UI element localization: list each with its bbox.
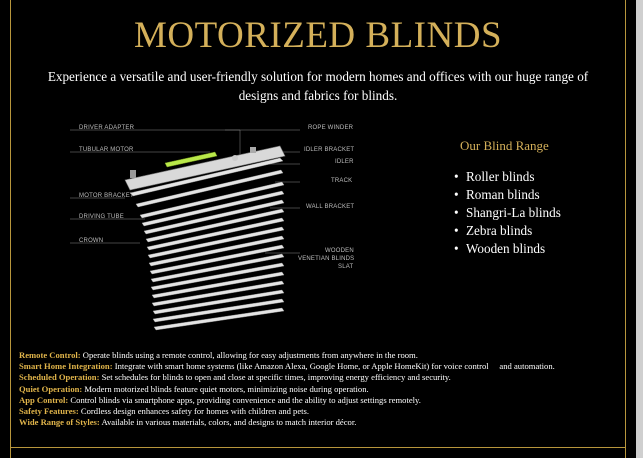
label-rope-winder: ROPE WINDER xyxy=(308,125,354,131)
headrail xyxy=(125,146,285,190)
label-venetian-blinds: VENETIAN BLINDS xyxy=(298,256,355,262)
list-item: • Shangri-La blinds xyxy=(454,205,561,220)
label-crown: CROWN xyxy=(79,238,104,244)
feature-scheduled-operation: Scheduled Operation: Set schedules for blinds to open and close at specific times, improving energy efficiency and security. xyxy=(19,372,451,383)
label-slat: SLAT xyxy=(338,264,354,270)
feature-safety: Safety Features: Cordless design enhances safety for homes with children and pets. xyxy=(19,406,310,417)
features-list xyxy=(19,350,629,428)
list-item: • Wooden blinds xyxy=(454,241,546,256)
page-subtitle: Experience a versatile and user-friendly solution for modern homes and offices with our huge range of designs and fabrics for blinds. xyxy=(47,69,589,103)
list-item: • Roman blinds xyxy=(454,187,540,202)
label-idler: IDLER xyxy=(335,159,354,165)
blind-range-title: Our Blind Range xyxy=(460,138,549,153)
blind-range-list xyxy=(454,168,561,258)
frame-left xyxy=(10,0,11,458)
label-idler-bracket: IDLER BRACKET xyxy=(304,147,355,153)
feature-app-control: App Control: Control blinds via smartphone apps, providing convenience and the ability to adjust settings remotely. xyxy=(19,394,421,405)
label-wall-bracket: WALL BRACKET xyxy=(306,204,355,210)
feature-quiet-operation: Quiet Operation: Modern motorized blinds feature quiet motors, minimizing noise during operation. xyxy=(19,383,369,394)
list-item: • Zebra blinds xyxy=(454,223,533,238)
list-item: • Roller blinds xyxy=(454,169,535,184)
viewer-edge xyxy=(636,0,643,458)
label-tubular-motor: TUBULAR MOTOR xyxy=(79,147,134,153)
feature-remote-control: Remote Control: Operate blinds using a remote control, allowing for easy adjustments from anywhere in the room. xyxy=(19,350,418,360)
label-wooden: WOODEN xyxy=(325,248,354,254)
label-motor-bracket: MOTOR BRACKET xyxy=(79,193,134,199)
feature-styles: Wide Range of Styles: Available in various materials, colors, and designs to match interior décor. xyxy=(19,417,357,428)
label-track: TRACK xyxy=(331,178,353,184)
label-driver-adapter: DRIVER ADAPTER xyxy=(79,125,135,131)
frame-bottom xyxy=(10,447,626,448)
blind-diagram xyxy=(70,118,370,348)
feature-smart-home: Smart Home Integration: Integrate with smart home systems (like Amazon Alexa, Google Home, or Apple HomeKit) for voice control and automation. xyxy=(19,361,555,372)
label-driving-tube: DRIVING TUBE xyxy=(79,214,124,220)
page-title: MOTORIZED BLINDS xyxy=(133,15,503,56)
